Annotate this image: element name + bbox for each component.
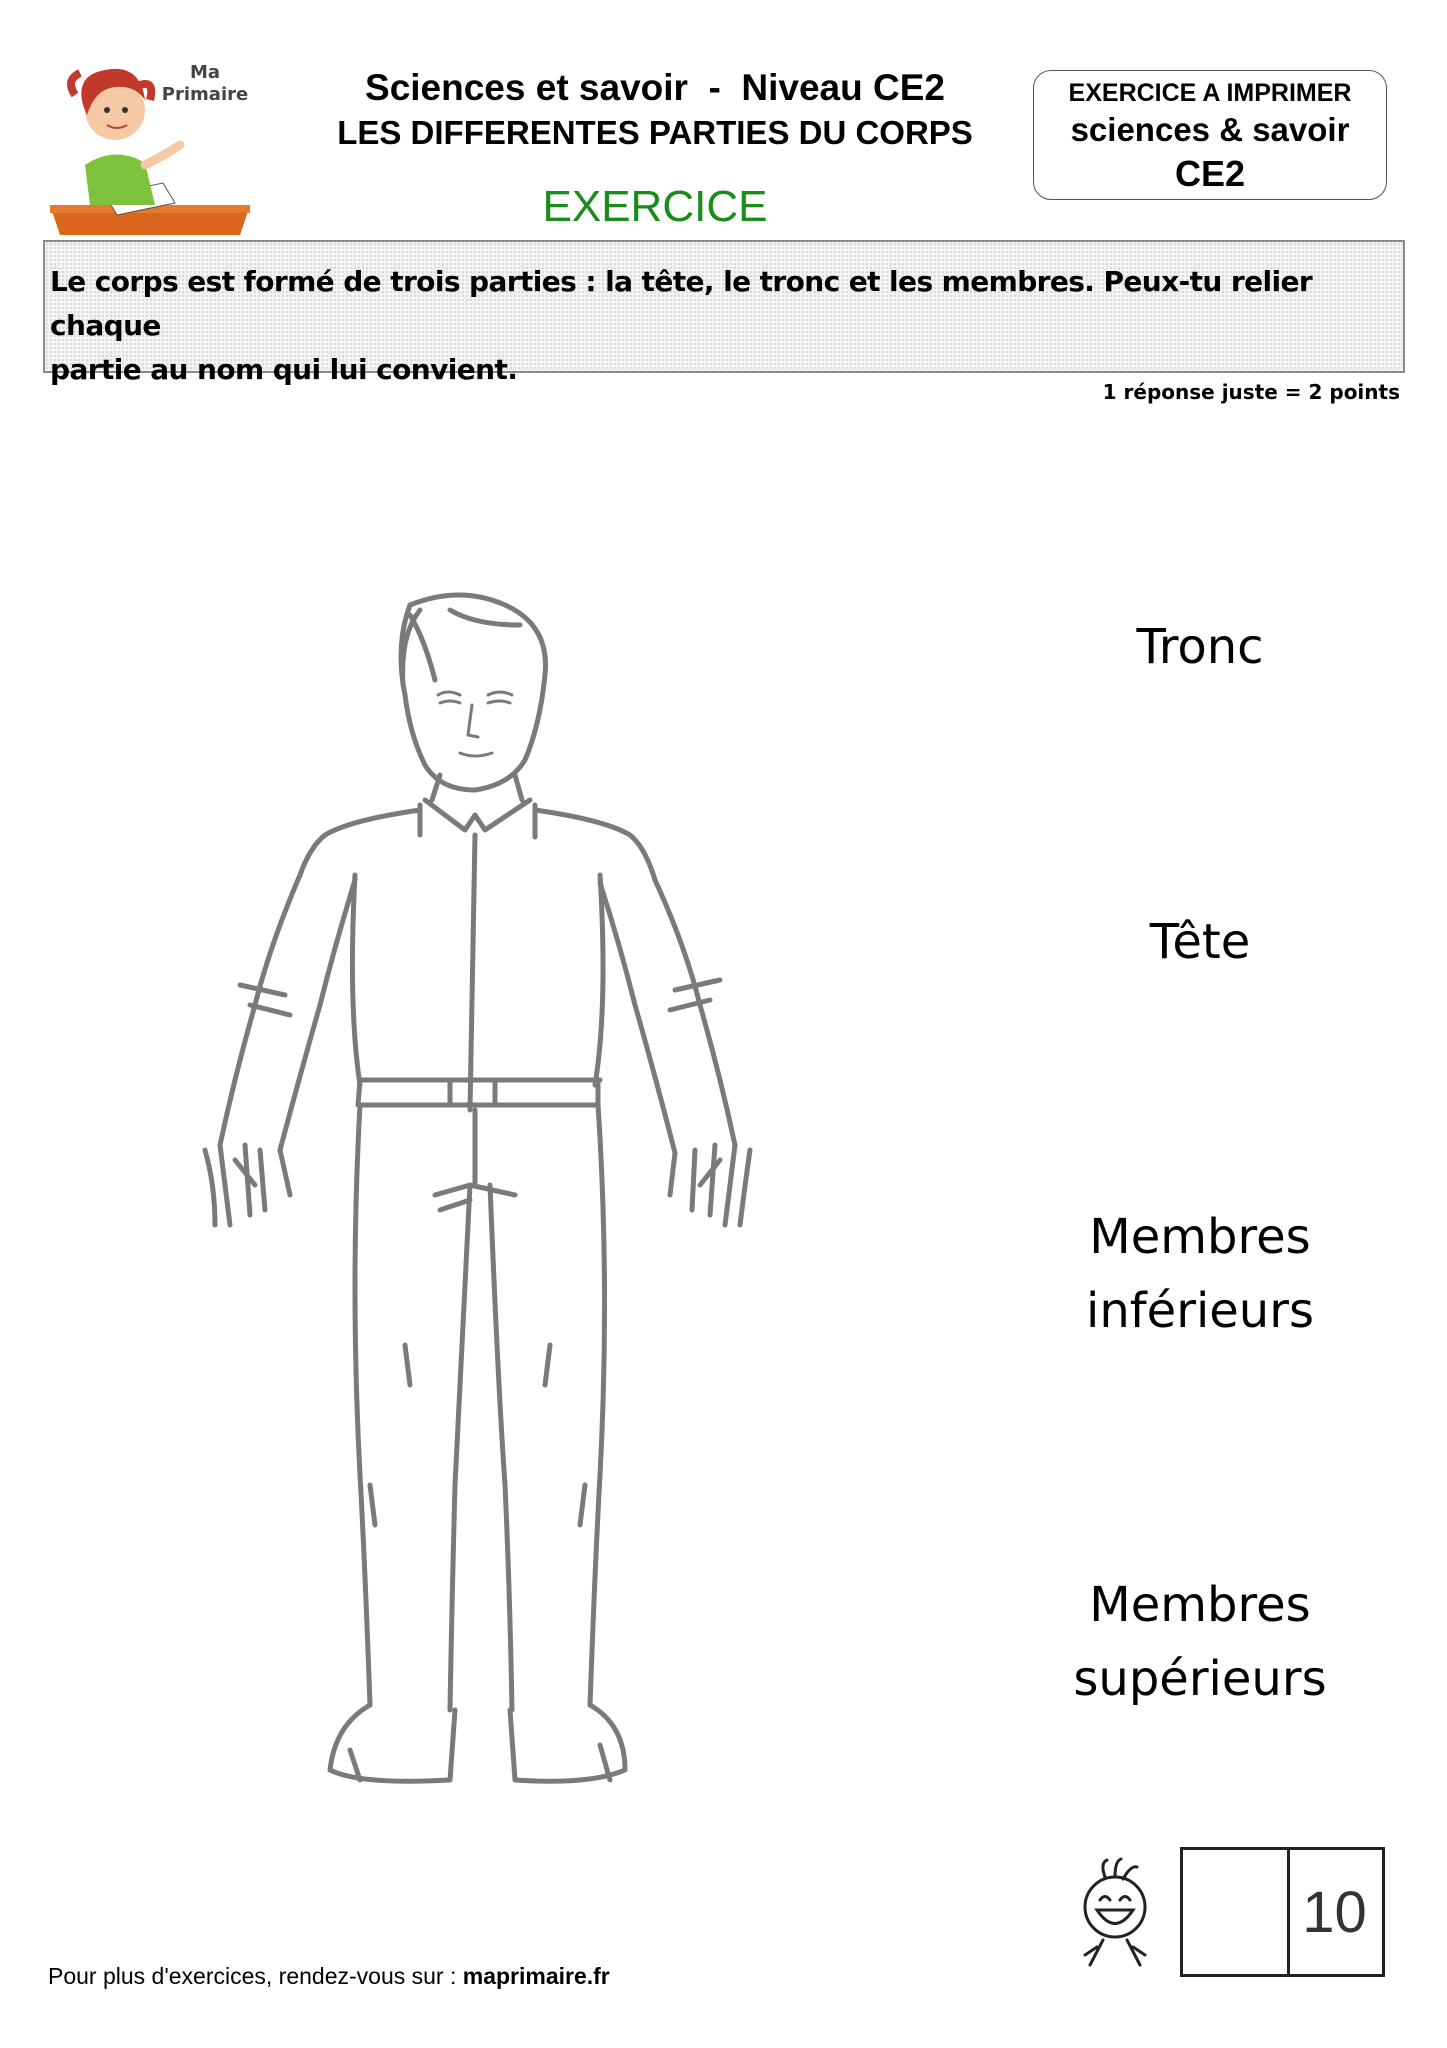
page-title: Sciences et savoir - Niveau CE2 [365,67,945,108]
label-tronc: Tronc [1136,619,1264,675]
badge-line-3: CE2 [1174,153,1246,194]
instruction-text: Le corps est formé de trois parties : la tête, le tronc et les membres. Peux-tu relier chaque partie au nom qui lui convient. [50,265,1313,386]
badge-line-1: EXERCICE A IMPRIMER [1068,79,1352,107]
page-subtitle: LES DIFFERENTES PARTIES DU CORPS [337,114,973,151]
footer [48,1963,610,1990]
scoring-note: 1 réponse juste = 2 points [1102,380,1400,404]
score-box [1180,1847,1385,1977]
print-badge [1033,70,1387,200]
footer-text: Pour plus d'exercices, rendez-vous sur : [48,1963,463,1989]
human-body-sketch [120,585,840,1815]
laughing-smiley-icon [1065,1855,1165,1970]
instruction-box [43,240,1405,386]
badge-line-2: sciences & savoir [1070,111,1350,148]
label-tete: Tête [1149,914,1251,970]
label-membres-inferieurs: Membres inférieurs [1086,1209,1314,1339]
score-input-area[interactable] [1183,1850,1290,1974]
footer-site-link[interactable]: maprimaire.fr [462,1963,610,1989]
score-total: 10 [1302,1879,1367,1945]
exercise-heading: EXERCICE [542,182,768,231]
logo-text: Ma Primaire [161,62,249,105]
label-membres-superieurs: Membres supérieurs [1073,1577,1327,1707]
